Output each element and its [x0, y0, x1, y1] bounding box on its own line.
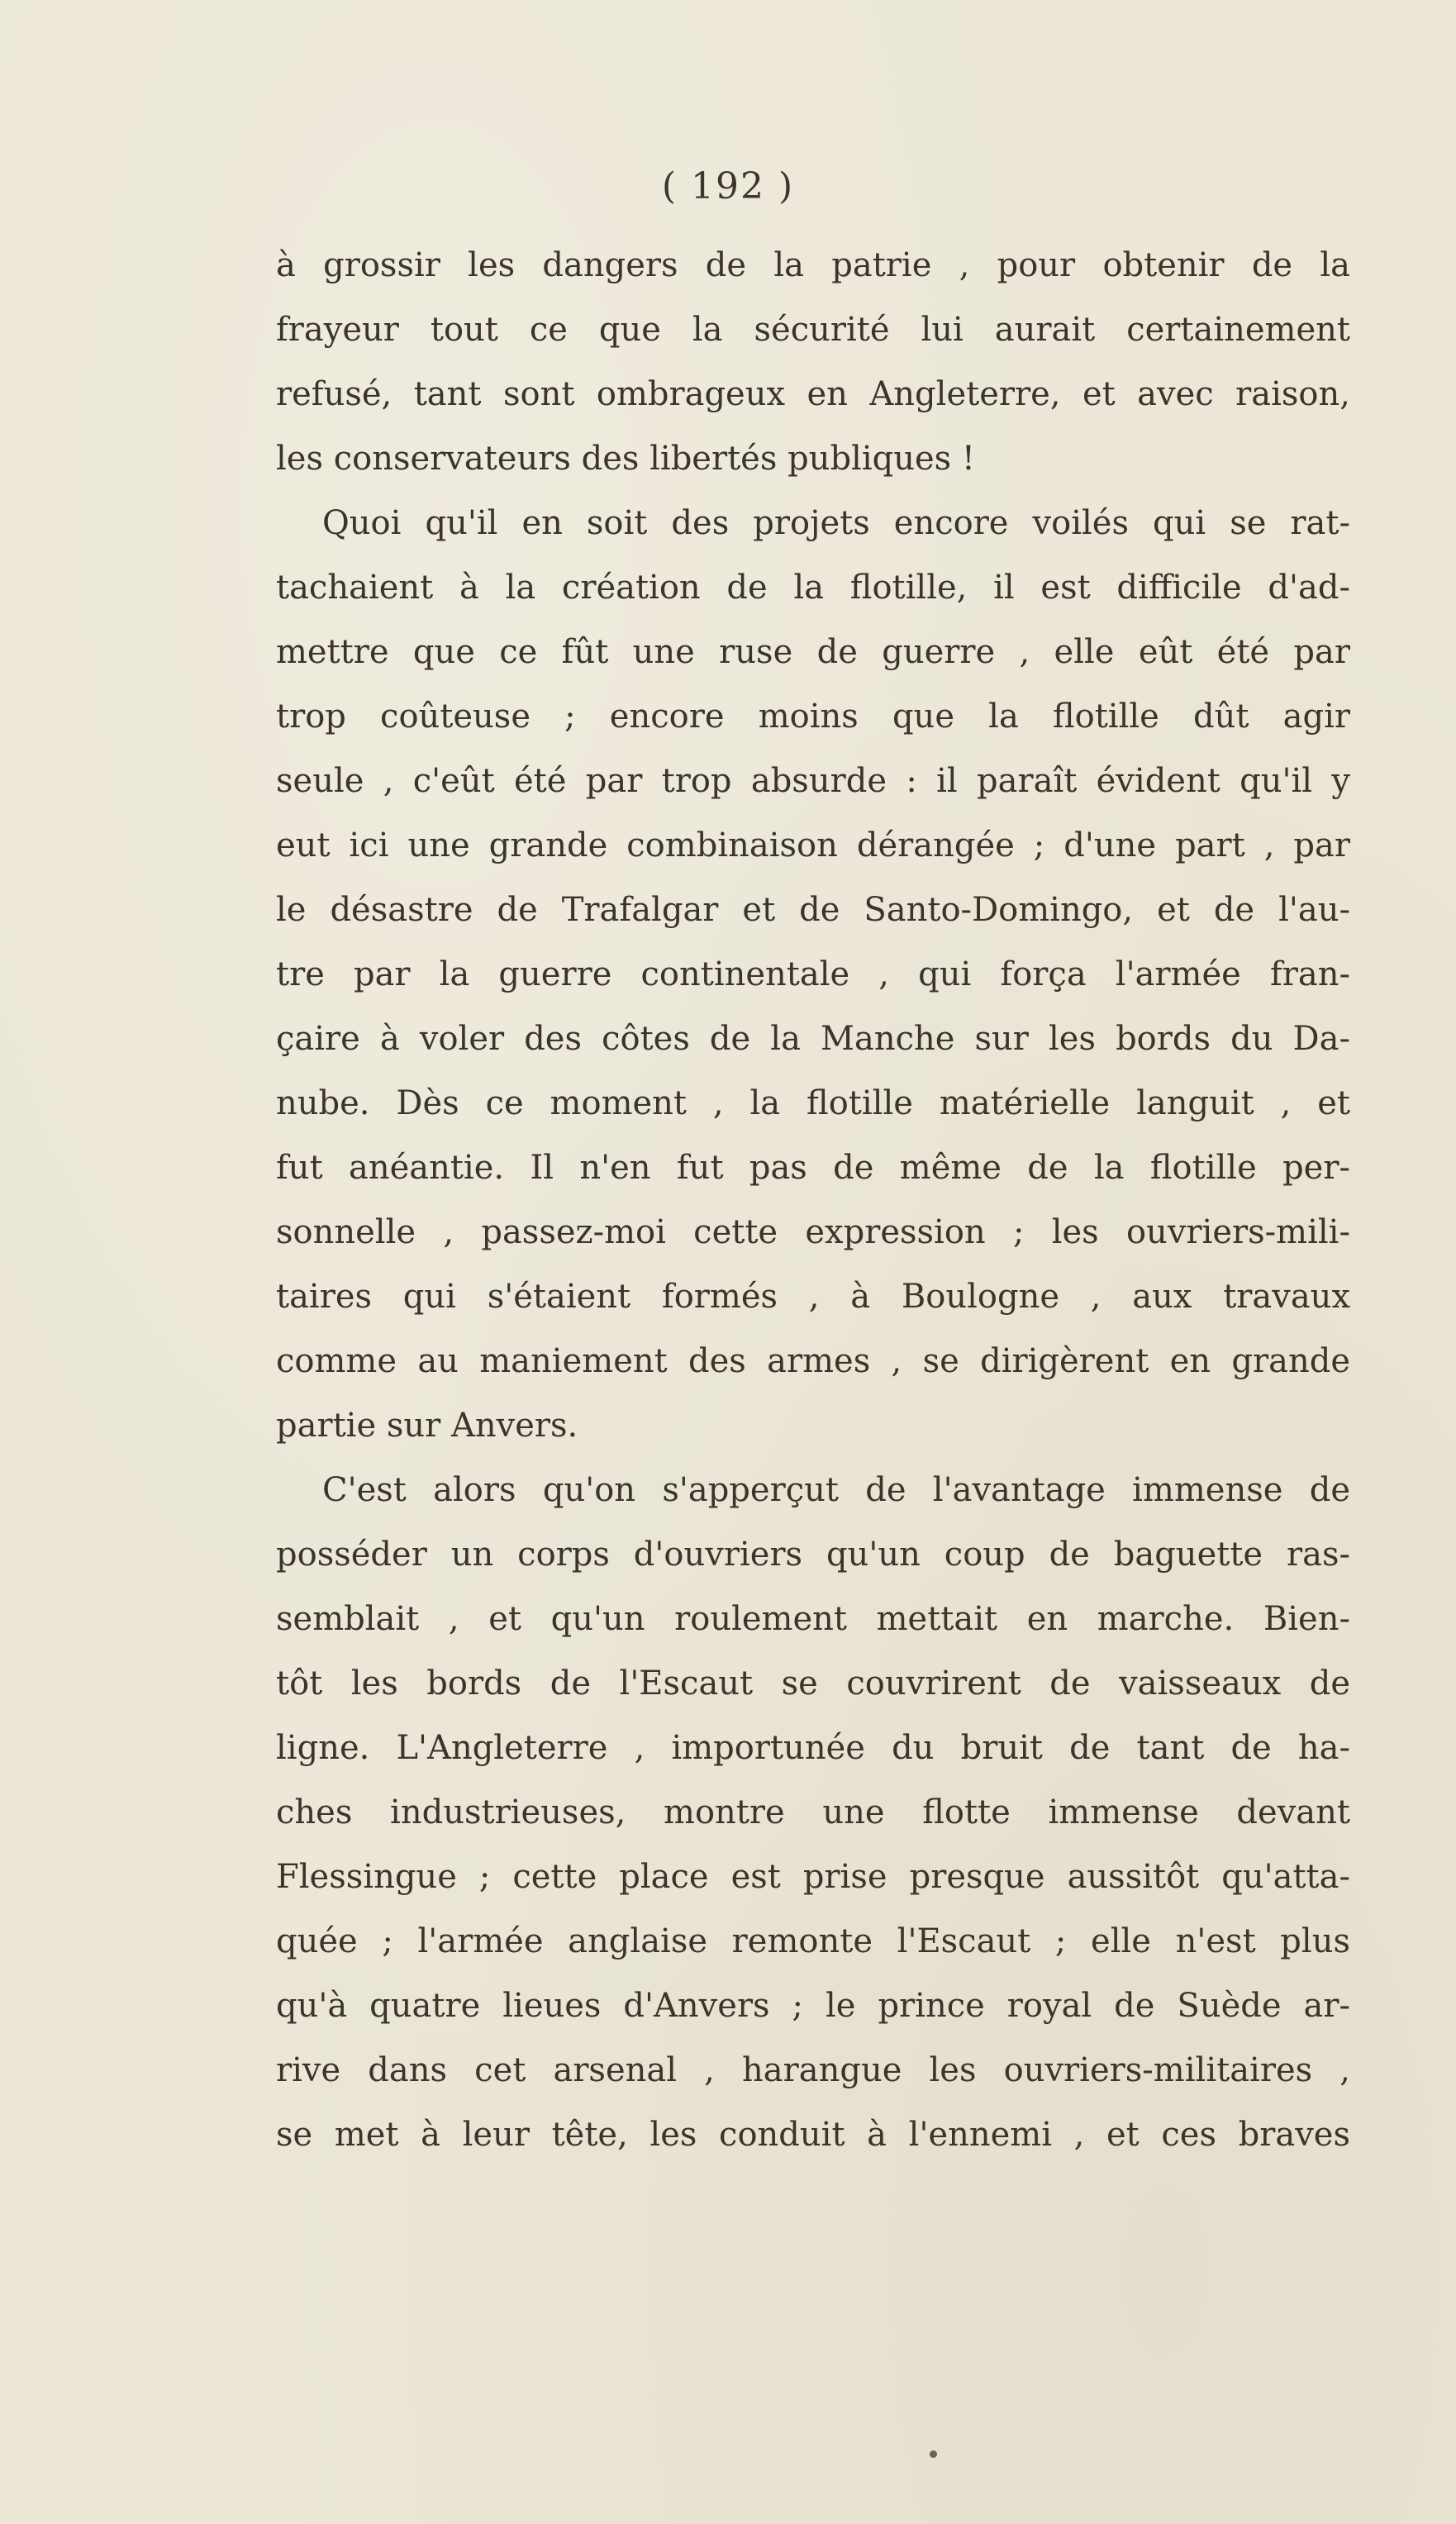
text-line: ches industrieuses, montre une flotte immense devant: [276, 1793, 1350, 1831]
text-line: taires qui s'étaient formés , à Boulogne , aux travaux: [276, 1278, 1350, 1316]
text-line: posséder un corps d'ouvriers qu'un coup de baguette ras-: [276, 1536, 1350, 1574]
text-line: ligne. L'Angleterre , importunée du bruit de tant de ha-: [276, 1729, 1350, 1767]
text-line: nube. Dès ce moment , la flotille matérielle languit , et: [276, 1084, 1350, 1122]
text-line: frayeur tout ce que la sécurité lui aurait certainement: [276, 311, 1350, 349]
text-line: le désastre de Trafalgar et de Santo-Domingo, et de l'au-: [276, 891, 1350, 929]
text-line: quée ; l'armée anglaise remonte l'Escaut ; elle n'est plus: [276, 1922, 1350, 1960]
text-line: qu'à quatre lieues d'Anvers ; le prince royal de Suède ar-: [276, 1987, 1350, 2025]
text-line: sonnelle , passez-moi cette expression ; les ouvriers-mili-: [276, 1213, 1350, 1251]
text-line: tôt les bords de l'Escaut se couvrirent de vaisseaux de: [276, 1664, 1350, 1703]
text-line: seule , c'eût été par trop absurde : il paraît évident qu'il y: [276, 762, 1350, 800]
text-line: fut anéantie. Il n'en fut pas de même de la flotille per-: [276, 1149, 1350, 1187]
text-line: tachaient à la création de la flotille, il est difficile d'ad-: [276, 569, 1350, 607]
text-line: Quoi qu'il en soit des projets encore voilés qui se rat-: [322, 504, 1350, 542]
text-line: Flessingue ; cette place est prise presque aussitôt qu'atta-: [276, 1858, 1350, 1896]
text-line: refusé, tant sont ombrageux en Angleterre, et avec raison,: [276, 375, 1350, 413]
text-line: eut ici une grande combinaison dérangée ; d'une part , par: [276, 826, 1350, 864]
text-line: semblait , et qu'un roulement mettait en marche. Bien-: [276, 1600, 1350, 1638]
text-line: les conservateurs des libertés publiques !: [276, 440, 975, 478]
ink-dot: [930, 2450, 937, 2458]
text-line: C'est alors qu'on s'apperçut de l'avantage immense de: [322, 1471, 1350, 1509]
text-line: rive dans cet arsenal , harangue les ouvriers-militaires ,: [276, 2051, 1350, 2089]
text-line: à grossir les dangers de la patrie , pour obtenir de la: [276, 246, 1350, 284]
text-line: partie sur Anvers.: [276, 1407, 578, 1445]
text-line: comme au maniement des armes , se dirigèrent en grande: [276, 1342, 1350, 1380]
body-text: [276, 233, 1350, 2167]
text-line: çaire à voler des côtes de la Manche sur les bords du Da-: [276, 1020, 1350, 1058]
text-line: se met à leur tête, les conduit à l'ennemi , et ces braves: [276, 2116, 1350, 2154]
page-number: ( 192 ): [661, 165, 795, 207]
text-line: trop coûteuse ; encore moins que la flotille dût agir: [276, 698, 1350, 736]
text-line: mettre que ce fût une ruse de guerre , elle eût été par: [276, 633, 1350, 671]
text-line: tre par la guerre continentale , qui força l'armée fran-: [276, 955, 1350, 993]
